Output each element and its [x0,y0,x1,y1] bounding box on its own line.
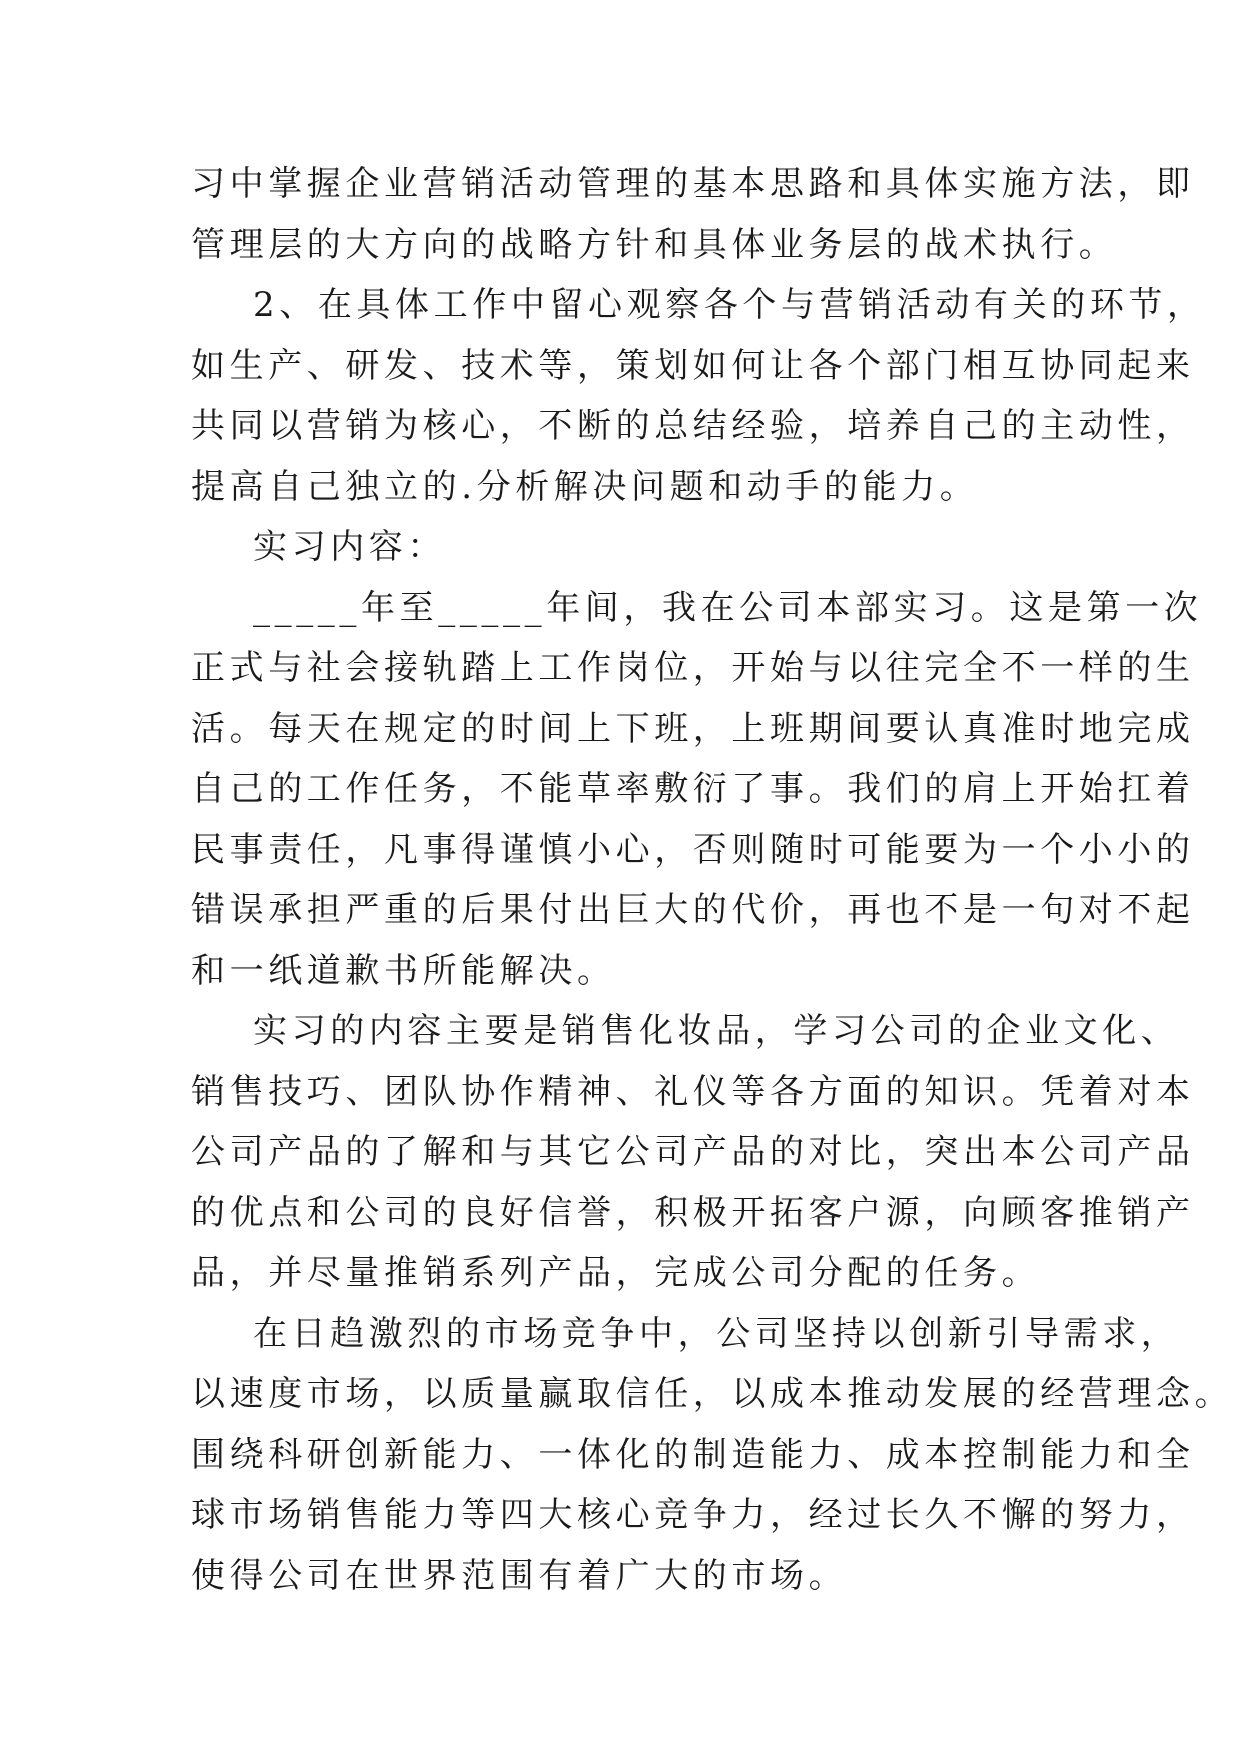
text-line: 民事责任，凡事得谨慎小心，否则随时可能要为一个小小的 [191,829,1195,870]
text-line: 使得公司在世界范围有着广大的市场。 [191,1555,848,1596]
text-line: 公司产品的了解和与其它公司产品的对比，突出本公司产品 [191,1132,1195,1172]
text-line: 活。每天在规定的时间上下班，上班期间要认真准时地完成 [191,708,1195,749]
text-line: 球市场销售能力等四大核心竞争力，经过长久不懈的努力， [191,1495,1195,1535]
section-heading: 实习内容： [253,527,446,567]
text-line: 品，并尽量推销系列产品，完成公司分配的任务。 [191,1253,1041,1293]
text-line: 提高自己独立的.分析解决问题和动手的能力。 [191,466,979,507]
text-line: 共同以营销为核心，不断的总结经验，培养自己的主动性， [191,406,1195,446]
text-line: 以速度市场，以质量赢取信任，以成本推动发展的经营理念。 [191,1374,1234,1414]
text-line: 如生产、研发、技术等，策划如何让各个部门相互协同起来 [191,345,1195,386]
text-line: 管理层的大方向的战略方针和具体业务层的战术执行。 [191,224,1118,265]
document-body [191,154,1234,1606]
paragraph-start-line: 在日趋激烈的市场竞争中，公司坚持以创新引导需求， [253,1313,1180,1354]
paragraph-start-line: _____年至_____年间，我在公司本部实习。这是第一次 [253,587,1203,628]
paragraph-start-line: 2、在具体工作中留心观察各个与营销活动有关的环节， [253,285,1206,325]
text-line: 正式与社会接轨踏上工作岗位，开始与以往完全不一样的生 [191,648,1195,688]
text-line: 习中掌握企业营销活动管理的基本思路和具体实施方法，即 [191,164,1195,204]
text-line: 围绕科研创新能力、一体化的制造能力、成本控制能力和全 [191,1434,1195,1475]
paragraph-start-line: 实习的内容主要是销售化妆品，学习公司的企业文化、 [253,1011,1180,1051]
text-line: 和一纸道歉书所能解决。 [191,950,616,991]
text-line: 销售技巧、团队协作精神、礼仪等各方面的知识。凭着对本 [191,1071,1195,1112]
text-line: 错误承担严重的后果付出巨大的代价，再也不是一句对不起 [191,890,1195,930]
text-line: 的优点和公司的良好信誉，积极开拓客户源，向顾客推销产 [191,1192,1195,1233]
text-line: 自己的工作任务，不能草率敷衍了事。我们的肩上开始扛着 [191,769,1195,809]
